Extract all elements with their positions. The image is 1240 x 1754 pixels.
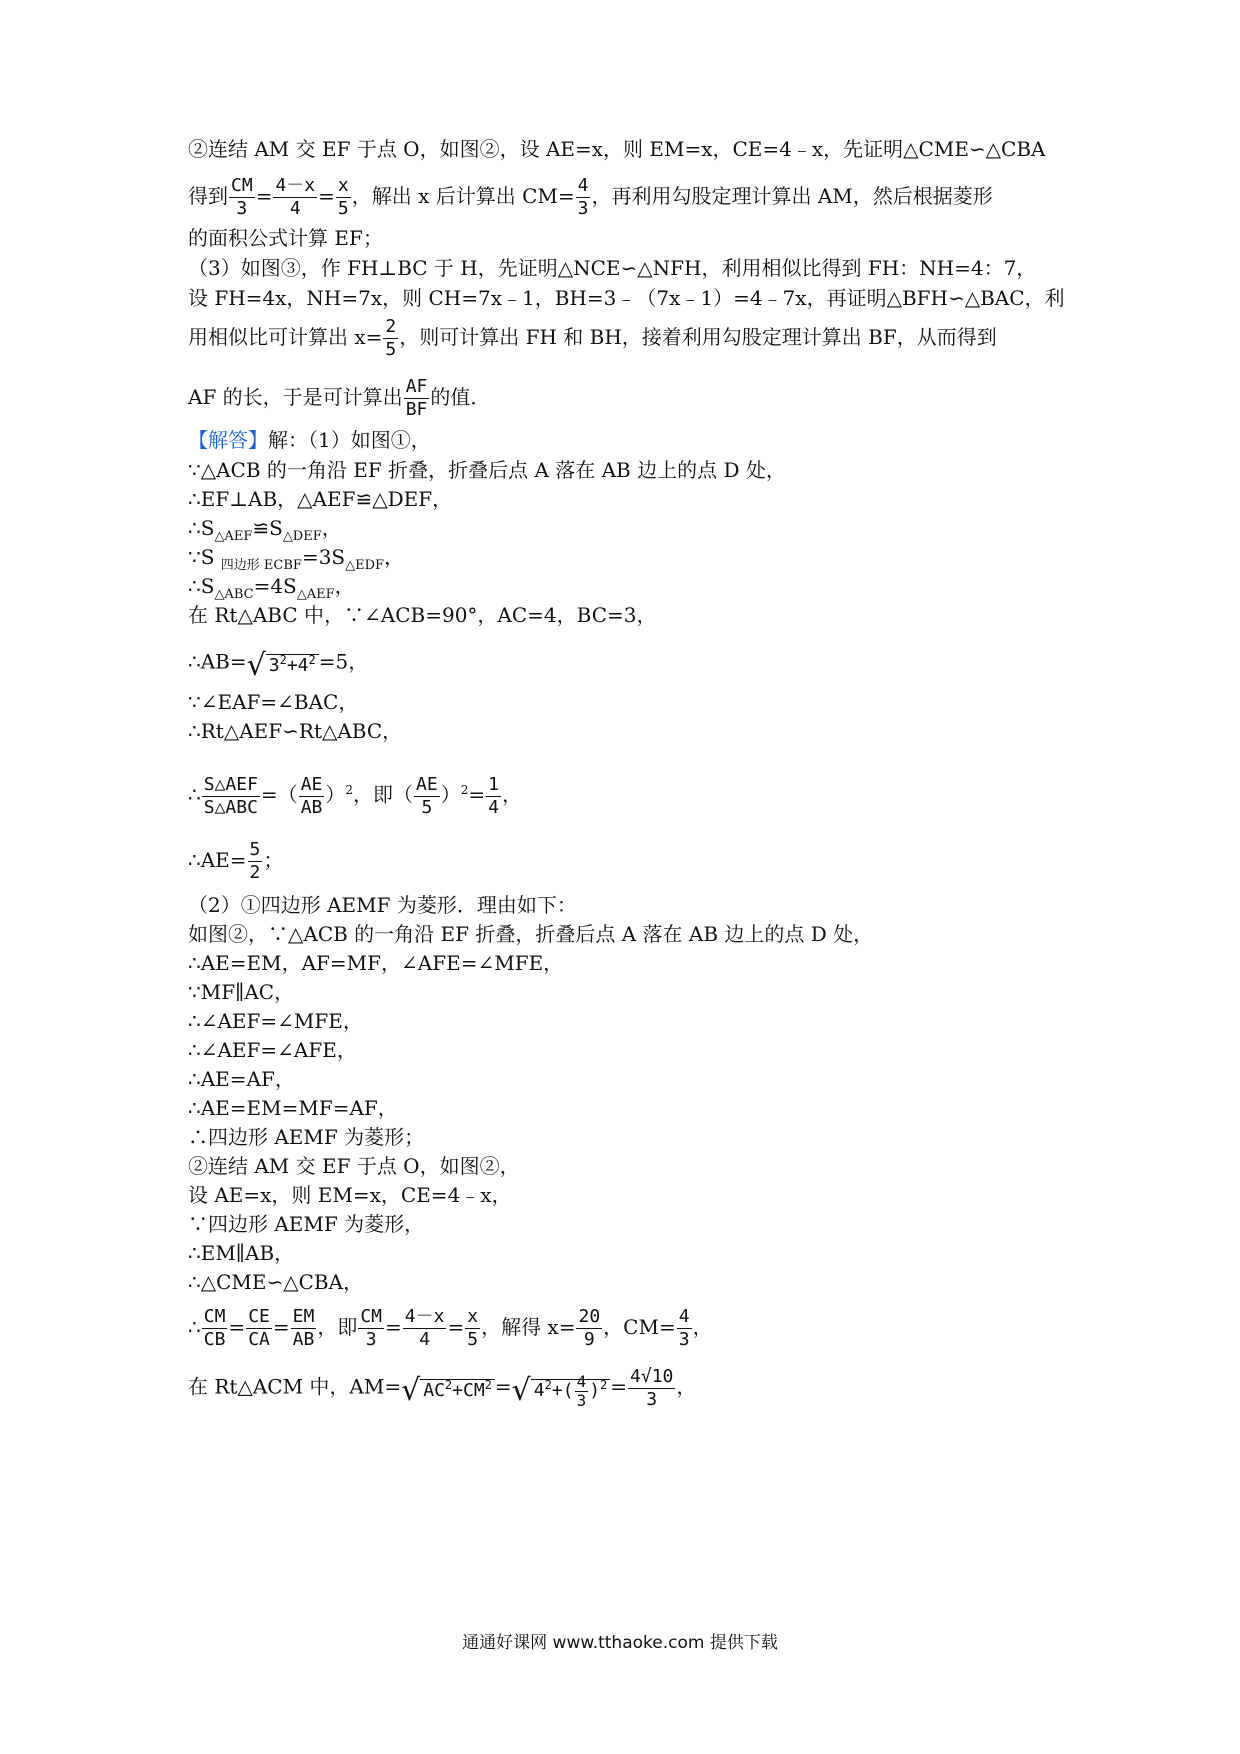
answer-line-10: ∴Rt△AEF∽Rt△ABC， — [188, 719, 403, 743]
answer-line-13: （2）①四边形 AEMF 为菱形．理由如下： — [188, 893, 577, 917]
radical: √ $3^2+4^2$ — [247, 640, 319, 686]
answer-line-22: ②连结 AM 交 EF 于点 O，如图②， — [188, 1154, 520, 1178]
answer-line-16: ∵MF∥AC， — [188, 980, 295, 1004]
fraction: $\frac{CE}{CA}$ — [248, 1306, 270, 1350]
analysis-line-6: 用相似比可计算出 x= $\frac{2}{5}$ ，则可计算出 FH 和 BH，接着利用勾股定理计算出 BF，从而得到 — [188, 316, 997, 360]
fraction: $\frac{AE}{AB}$ — [300, 773, 323, 818]
radical: √ $4^2+$( $\frac{4}{3}$ )$^2$ — [512, 1360, 611, 1416]
answer-line-14: 如图②，∵△ACB 的一角沿 EF 折叠，折叠后点 A 落在 AB 边上的点 D 处， — [188, 922, 874, 946]
answer-line-27: ∴ $\frac{CM}{CB}$ = $\frac{CE}{CA}$ = $\frac{EM}{AB}$ ，即 $\frac{CM}{3}$ = $\frac{4-x}{4}$ = $\frac{x}{5}$ ，解得 x= $\frac{20}{9}$ ，CM= $\frac{4}{3}$ ， — [188, 1306, 713, 1350]
fraction: $\frac{EM}{AB}$ — [292, 1306, 315, 1350]
fraction: $\frac{CM}{CB}$ — [203, 1306, 226, 1350]
fraction: $\frac{x}{5}$ — [337, 175, 349, 219]
answer-line-19: ∴AE=AF， — [188, 1067, 295, 1091]
answer-line-20: ∴AE=EM=MF=AF， — [188, 1096, 398, 1120]
answer-line-7: 在 Rt△ABC 中，∵∠ACB=90°，AC=4，BC=3， — [188, 603, 657, 627]
answer-line-9: ∵∠EAF=∠BAC， — [188, 690, 359, 714]
answer-line-25: ∴EM∥AB， — [188, 1241, 295, 1265]
analysis-line-3: 的面积公式计算 EF； — [188, 226, 383, 250]
answer-line-2: ∵△ACB 的一角沿 EF 折叠，折叠后点 A 落在 AB 边上的点 D 处， — [188, 458, 786, 482]
fraction: $\frac{4-x}{4}$ — [404, 1306, 445, 1350]
answer-line-6: $\therefore S_{\triangle ABC}=4S_{\triangle AEF}$， — [188, 574, 355, 602]
answer-line-18: ∴∠AEF=∠AFE， — [188, 1038, 357, 1062]
answer-line-3: ∴EF⊥AB，△AEF≌△DEF， — [188, 487, 453, 511]
fraction: $\frac{4}{3}$ — [678, 1306, 690, 1350]
answer-line-26: ∴△CME∽△CBA， — [188, 1270, 364, 1294]
answer-line-21: ∴四边形 AEMF 为菱形； — [188, 1125, 425, 1149]
answer-line-28: 在 Rt△ACM 中，AM=√ $AC^2+CM^2$ =√ $4^2+$( $\frac{4}{3}$ )$^2$ = $\frac{4√10}{3}$ ， — [188, 1360, 696, 1416]
fraction: $\frac{4}{3}$ — [576, 1371, 587, 1410]
analysis-line-2: 得到 $\frac{CM}{3}$ = $\frac{4-x}{4}$ = $\frac{x}{5}$ ，解出 x 后计算出 CM= $\frac{4}{3}$ ，再利用勾股定理计算出 AM，然后根据菱形 — [188, 175, 993, 219]
answer-line-23: 设 AE=x，则 EM=x，CE=4﹣x， — [188, 1183, 512, 1207]
answer-line-4: $\therefore S_{\triangle AEF}≌S_{\triangle DEF}$， — [188, 516, 342, 544]
analysis-line-4: （3）如图③，作 FH⊥BC 于 H，先证明△NCE∽△NFH，利用相似比得到 FH：NH=4：7， — [188, 256, 1037, 280]
fraction: $\frac{4-x}{4}$ — [275, 175, 316, 219]
fraction: $\frac{2}{5}$ — [385, 316, 397, 360]
answer-line-1: 【解答】解：（1）如图①， — [188, 428, 431, 452]
radical: √ $AC^2+CM^2$ — [401, 1360, 495, 1416]
fraction: $\frac{AF}{BF}$ — [405, 376, 428, 420]
fraction: $\frac{4}{3}$ — [577, 175, 589, 219]
answer-line-24: ∵四边形 AEMF 为菱形， — [188, 1212, 425, 1236]
fraction: $\frac{4√10}{3}$ — [630, 1365, 674, 1410]
answer-line-15: ∴AE=EM，AF=MF，∠AFE=∠MFE， — [188, 951, 564, 975]
analysis-line-5: 设 FH=4x，NH=7x，则 CH=7x﹣1，BH=3﹣（7x﹣1）=4﹣7x，再证明△BFH∽△BAC，利 — [188, 286, 1065, 310]
page-footer: 通通好课网 www.tthaoke.com 提供下载 — [462, 1633, 778, 1653]
fraction: $\frac{CM}{3}$ — [231, 175, 253, 219]
fraction: $\frac{20}{9}$ — [578, 1306, 601, 1350]
fraction: $\frac{AE}{5}$ — [416, 773, 438, 818]
fraction: $\frac{x}{5}$ — [467, 1306, 479, 1350]
answer-line-5: ∵S $_{四边形 ECBF}=3S_{\triangle EDF}$， — [188, 545, 405, 573]
fraction: $\frac{CM}{3}$ — [360, 1306, 383, 1350]
analysis-line-7: AF 的长，于是可计算出 $\frac{AF}{BF}$ 的值． — [188, 376, 491, 420]
answer-line-12: ∴AE= $\frac{5}{2}$ ； — [188, 839, 284, 883]
analysis-line-1: ②连结 AM 交 EF 于点 O，如图②，设 AE=x，则 EM=x，CE=4﹣x，先证明△CME∽△CBA — [188, 137, 1046, 161]
fraction: $\frac{1}{4}$ — [488, 773, 499, 818]
answer-line-17: ∴∠AEF=∠MFE， — [188, 1009, 363, 1033]
fraction: $\frac{5}{2}$ — [249, 839, 261, 883]
answer-line-11: ∴ $\frac{\text{S△AEF}}{\text{S△ABC}}$ =（ $\frac{AE}{AB}$ ）$^2$，即（ $\frac{AE}{5}$ ）$^2$= $\frac{1}{4}$ ， — [188, 773, 522, 818]
fraction: $\frac{\text{S△AEF}}{\text{S△ABC}}$ — [203, 773, 258, 818]
answer-tag: 【解答】 — [188, 428, 268, 452]
answer-line-8: ∴AB=√ $3^2+4^2 =5$， — [188, 640, 368, 686]
